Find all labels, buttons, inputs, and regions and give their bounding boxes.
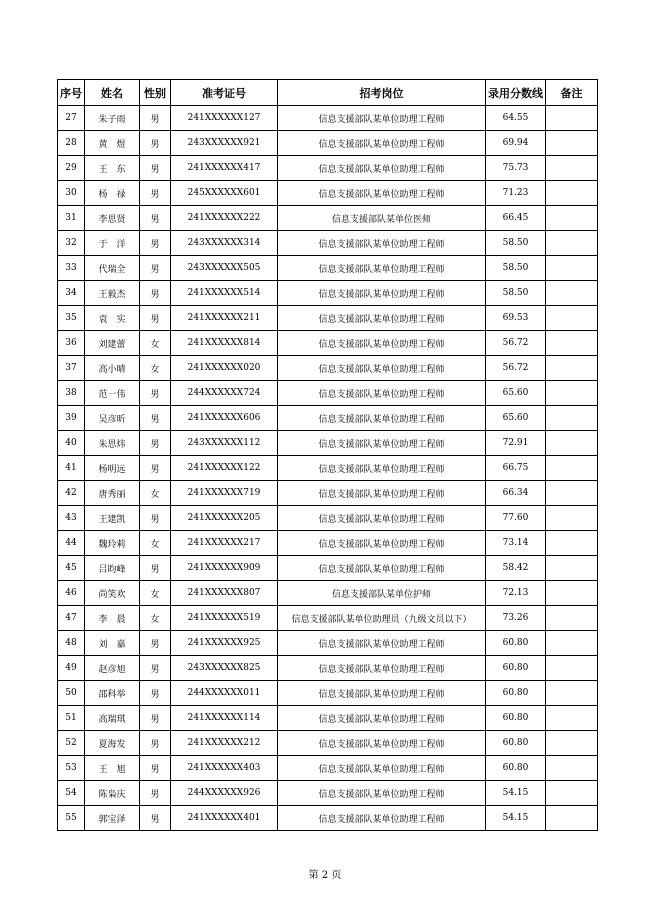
cell-exam-id: 243XXXXXX825 — [171, 656, 278, 681]
cell-name: 陈枭庆 — [85, 781, 140, 806]
cell-position: 信息支援部队某单位助理工程师 — [278, 456, 486, 481]
cell-position: 信息支援部队某单位助理工程师 — [278, 481, 486, 506]
cell-position: 信息支援部队某单位助理工程师 — [278, 331, 486, 356]
cell-note — [546, 381, 598, 406]
table-row — [58, 481, 598, 506]
cell-gender: 男 — [140, 231, 171, 256]
table-header-row — [58, 80, 598, 106]
cell-score: 56.72 — [486, 331, 546, 356]
cell-gender: 男 — [140, 131, 171, 156]
table-row — [58, 581, 598, 606]
header-gender: 性别 — [140, 80, 171, 106]
cell-score: 71.23 — [486, 181, 546, 206]
cell-no: 44 — [58, 531, 85, 556]
cell-gender: 男 — [140, 106, 171, 131]
cell-gender: 男 — [140, 756, 171, 781]
cell-exam-id: 241XXXXXX807 — [171, 581, 278, 606]
table-row — [58, 556, 598, 581]
cell-note — [546, 456, 598, 481]
table-row — [58, 406, 598, 431]
cell-name: 吴彦昕 — [85, 406, 140, 431]
cell-note — [546, 606, 598, 631]
cell-gender: 女 — [140, 481, 171, 506]
cell-exam-id: 241XXXXXX719 — [171, 481, 278, 506]
cell-exam-id: 241XXXXXX127 — [171, 106, 278, 131]
cell-name: 王 东 — [85, 156, 140, 181]
cell-name: 夏海发 — [85, 731, 140, 756]
cell-note — [546, 556, 598, 581]
table-row — [58, 331, 598, 356]
cell-exam-id: 241XXXXXX222 — [171, 206, 278, 231]
cell-position: 信息支援部队某单位助理工程师 — [278, 256, 486, 281]
cell-note — [546, 806, 598, 831]
cell-score: 60.80 — [486, 681, 546, 706]
cell-name: 杨 禄 — [85, 181, 140, 206]
cell-name: 王建凯 — [85, 506, 140, 531]
cell-exam-id: 241XXXXXX211 — [171, 306, 278, 331]
cell-note — [546, 481, 598, 506]
cell-exam-id: 241XXXXXX909 — [171, 556, 278, 581]
cell-position: 信息支援部队某单位助理工程师 — [278, 231, 486, 256]
cell-exam-id: 241XXXXXX514 — [171, 281, 278, 306]
cell-exam-id: 244XXXXXX011 — [171, 681, 278, 706]
cell-note — [546, 631, 598, 656]
cell-score: 60.80 — [486, 656, 546, 681]
cell-gender: 男 — [140, 431, 171, 456]
cell-no: 36 — [58, 331, 85, 356]
cell-gender: 男 — [140, 731, 171, 756]
cell-position: 信息支援部队某单位助理员（九级文员以下） — [278, 606, 486, 631]
cell-gender: 男 — [140, 656, 171, 681]
cell-name: 于 洋 — [85, 231, 140, 256]
cell-note — [546, 581, 598, 606]
table-row — [58, 506, 598, 531]
cell-note — [546, 256, 598, 281]
cell-name: 郭宝泽 — [85, 806, 140, 831]
cell-gender: 男 — [140, 781, 171, 806]
cell-exam-id: 241XXXXXX401 — [171, 806, 278, 831]
header-exam-id: 准考证号 — [171, 80, 278, 106]
cell-note — [546, 331, 598, 356]
table-row — [58, 306, 598, 331]
cell-note — [546, 706, 598, 731]
cell-gender: 男 — [140, 181, 171, 206]
cell-no: 50 — [58, 681, 85, 706]
table-row — [58, 281, 598, 306]
table-row — [58, 456, 598, 481]
cell-note — [546, 756, 598, 781]
cell-name: 邵科举 — [85, 681, 140, 706]
cell-gender: 男 — [140, 206, 171, 231]
cell-position: 信息支援部队某单位助理工程师 — [278, 556, 486, 581]
roster-table — [57, 79, 598, 831]
cell-score: 77.60 — [486, 506, 546, 531]
cell-no: 30 — [58, 181, 85, 206]
page-number: 第 2 页 — [308, 870, 342, 881]
cell-position: 信息支援部队某单位助理工程师 — [278, 106, 486, 131]
cell-gender: 男 — [140, 706, 171, 731]
cell-note — [546, 281, 598, 306]
cell-no: 38 — [58, 381, 85, 406]
cell-exam-id: 241XXXXXX519 — [171, 606, 278, 631]
cell-note — [546, 231, 598, 256]
cell-exam-id: 241XXXXXX403 — [171, 756, 278, 781]
table-row — [58, 131, 598, 156]
table-row — [58, 756, 598, 781]
cell-exam-id: 243XXXXXX921 — [171, 131, 278, 156]
table-row — [58, 806, 598, 831]
cell-name: 魏玲莉 — [85, 531, 140, 556]
cell-score: 58.50 — [486, 231, 546, 256]
cell-position: 信息支援部队某单位助理工程师 — [278, 756, 486, 781]
table-row — [58, 381, 598, 406]
cell-no: 32 — [58, 231, 85, 256]
table-row — [58, 156, 598, 181]
cell-no: 27 — [58, 106, 85, 131]
cell-position: 信息支援部队某单位助理工程师 — [278, 781, 486, 806]
cell-position: 信息支援部队某单位助理工程师 — [278, 506, 486, 531]
table-row — [58, 781, 598, 806]
cell-note — [546, 681, 598, 706]
cell-exam-id: 241XXXXXX205 — [171, 506, 278, 531]
cell-score: 54.15 — [486, 806, 546, 831]
cell-gender: 男 — [140, 506, 171, 531]
cell-note — [546, 206, 598, 231]
cell-gender: 男 — [140, 806, 171, 831]
cell-score: 72.13 — [486, 581, 546, 606]
table-row — [58, 181, 598, 206]
cell-gender: 男 — [140, 406, 171, 431]
cell-exam-id: 243XXXXXX112 — [171, 431, 278, 456]
cell-note — [546, 531, 598, 556]
cell-position: 信息支援部队某单位助理工程师 — [278, 706, 486, 731]
cell-exam-id: 245XXXXXX601 — [171, 181, 278, 206]
table-row — [58, 706, 598, 731]
cell-score: 58.50 — [486, 281, 546, 306]
cell-position: 信息支援部队某单位助理工程师 — [278, 131, 486, 156]
cell-note — [546, 731, 598, 756]
cell-gender: 男 — [140, 156, 171, 181]
cell-gender: 男 — [140, 456, 171, 481]
cell-score: 60.80 — [486, 631, 546, 656]
cell-no: 52 — [58, 731, 85, 756]
cell-exam-id: 244XXXXXX724 — [171, 381, 278, 406]
cell-no: 42 — [58, 481, 85, 506]
cell-note — [546, 506, 598, 531]
cell-name: 范一伟 — [85, 381, 140, 406]
cell-no: 34 — [58, 281, 85, 306]
cell-position: 信息支援部队某单位助理工程师 — [278, 806, 486, 831]
cell-exam-id: 241XXXXXX212 — [171, 731, 278, 756]
cell-name: 袁 实 — [85, 306, 140, 331]
header-no: 序号 — [58, 80, 85, 106]
table-row — [58, 206, 598, 231]
cell-no: 55 — [58, 806, 85, 831]
cell-gender: 女 — [140, 356, 171, 381]
cell-no: 48 — [58, 631, 85, 656]
cell-no: 51 — [58, 706, 85, 731]
cell-no: 46 — [58, 581, 85, 606]
cell-note — [546, 156, 598, 181]
cell-position: 信息支援部队某单位助理工程师 — [278, 181, 486, 206]
cell-note — [546, 306, 598, 331]
cell-score: 54.15 — [486, 781, 546, 806]
cell-exam-id: 241XXXXXX217 — [171, 531, 278, 556]
cell-exam-id: 241XXXXXX122 — [171, 456, 278, 481]
cell-position: 信息支援部队某单位助理工程师 — [278, 431, 486, 456]
cell-name: 黄 煜 — [85, 131, 140, 156]
cell-name: 赵彦旭 — [85, 656, 140, 681]
cell-name: 朱子雨 — [85, 106, 140, 131]
cell-name: 吕昀峰 — [85, 556, 140, 581]
cell-no: 54 — [58, 781, 85, 806]
cell-score: 60.80 — [486, 756, 546, 781]
cell-note — [546, 356, 598, 381]
cell-name: 高小晴 — [85, 356, 140, 381]
cell-gender: 男 — [140, 381, 171, 406]
cell-no: 41 — [58, 456, 85, 481]
cell-position: 信息支援部队某单位助理工程师 — [278, 306, 486, 331]
cell-name: 代瑞全 — [85, 256, 140, 281]
header-score: 录用分数线 — [486, 80, 546, 106]
header-note: 备注 — [546, 80, 598, 106]
cell-name: 李 晨 — [85, 606, 140, 631]
cell-score: 65.60 — [486, 406, 546, 431]
cell-exam-id: 241XXXXXX814 — [171, 331, 278, 356]
table-row — [58, 231, 598, 256]
cell-name: 唐秀丽 — [85, 481, 140, 506]
cell-gender: 男 — [140, 556, 171, 581]
cell-no: 43 — [58, 506, 85, 531]
table-row — [58, 656, 598, 681]
cell-exam-id: 241XXXXXX114 — [171, 706, 278, 731]
cell-score: 66.45 — [486, 206, 546, 231]
cell-name: 刘建蕾 — [85, 331, 140, 356]
cell-position: 信息支援部队某单位助理工程师 — [278, 631, 486, 656]
table-row — [58, 531, 598, 556]
cell-no: 31 — [58, 206, 85, 231]
cell-name: 朱思炜 — [85, 431, 140, 456]
cell-gender: 女 — [140, 581, 171, 606]
cell-position: 信息支援部队某单位助理工程师 — [278, 156, 486, 181]
cell-score: 73.26 — [486, 606, 546, 631]
cell-position: 信息支援部队某单位助理工程师 — [278, 656, 486, 681]
cell-score: 69.53 — [486, 306, 546, 331]
cell-no: 49 — [58, 656, 85, 681]
cell-no: 39 — [58, 406, 85, 431]
table-row — [58, 681, 598, 706]
cell-score: 65.60 — [486, 381, 546, 406]
header-name: 姓名 — [85, 80, 140, 106]
cell-score: 73.14 — [486, 531, 546, 556]
cell-position: 信息支援部队某单位助理工程师 — [278, 281, 486, 306]
cell-no: 45 — [58, 556, 85, 581]
cell-name: 李思贤 — [85, 206, 140, 231]
cell-score: 60.80 — [486, 731, 546, 756]
cell-gender: 女 — [140, 331, 171, 356]
table-row — [58, 356, 598, 381]
cell-score: 58.42 — [486, 556, 546, 581]
cell-gender: 男 — [140, 631, 171, 656]
cell-position: 信息支援部队某单位助理工程师 — [278, 381, 486, 406]
cell-no: 47 — [58, 606, 85, 631]
cell-note — [546, 431, 598, 456]
cell-no: 28 — [58, 131, 85, 156]
cell-gender: 女 — [140, 531, 171, 556]
cell-note — [546, 781, 598, 806]
cell-note — [546, 181, 598, 206]
cell-position: 信息支援部队某单位助理工程师 — [278, 731, 486, 756]
table-row — [58, 731, 598, 756]
cell-name: 高瑞琪 — [85, 706, 140, 731]
cell-exam-id: 243XXXXXX314 — [171, 231, 278, 256]
cell-score: 72.91 — [486, 431, 546, 456]
cell-score: 60.80 — [486, 706, 546, 731]
cell-gender: 男 — [140, 281, 171, 306]
cell-no: 33 — [58, 256, 85, 281]
cell-no: 53 — [58, 756, 85, 781]
table-row — [58, 256, 598, 281]
cell-position: 信息支援部队某单位助理工程师 — [278, 681, 486, 706]
cell-gender: 男 — [140, 256, 171, 281]
cell-position: 信息支援部队某单位助理工程师 — [278, 531, 486, 556]
cell-exam-id: 241XXXXXX020 — [171, 356, 278, 381]
cell-score: 56.72 — [486, 356, 546, 381]
cell-note — [546, 106, 598, 131]
cell-exam-id: 244XXXXXX926 — [171, 781, 278, 806]
cell-score: 64.55 — [486, 106, 546, 131]
table-row — [58, 106, 598, 131]
cell-name: 尚笑欢 — [85, 581, 140, 606]
table-row — [58, 431, 598, 456]
cell-gender: 女 — [140, 606, 171, 631]
cell-no: 40 — [58, 431, 85, 456]
cell-score: 75.73 — [486, 156, 546, 181]
cell-score: 69.94 — [486, 131, 546, 156]
cell-no: 29 — [58, 156, 85, 181]
cell-gender: 男 — [140, 681, 171, 706]
cell-note — [546, 131, 598, 156]
table-body — [58, 106, 598, 831]
cell-score: 58.50 — [486, 256, 546, 281]
cell-exam-id: 243XXXXXX505 — [171, 256, 278, 281]
cell-exam-id: 241XXXXXX417 — [171, 156, 278, 181]
cell-exam-id: 241XXXXXX925 — [171, 631, 278, 656]
cell-name: 王 旭 — [85, 756, 140, 781]
table-row — [58, 631, 598, 656]
cell-position: 信息支援部队某单位助理工程师 — [278, 406, 486, 431]
cell-position: 信息支援部队某单位医师 — [278, 206, 486, 231]
cell-exam-id: 241XXXXXX606 — [171, 406, 278, 431]
cell-name: 王毅杰 — [85, 281, 140, 306]
cell-gender: 男 — [140, 306, 171, 331]
cell-no: 35 — [58, 306, 85, 331]
table-row — [58, 606, 598, 631]
cell-score: 66.34 — [486, 481, 546, 506]
cell-name: 杨明远 — [85, 456, 140, 481]
cell-name: 刘 嘉 — [85, 631, 140, 656]
cell-position: 信息支援部队某单位护师 — [278, 581, 486, 606]
cell-position: 信息支援部队某单位助理工程师 — [278, 356, 486, 381]
cell-note — [546, 406, 598, 431]
cell-note — [546, 656, 598, 681]
header-position: 招考岗位 — [278, 80, 486, 106]
cell-score: 66.75 — [486, 456, 546, 481]
cell-no: 37 — [58, 356, 85, 381]
